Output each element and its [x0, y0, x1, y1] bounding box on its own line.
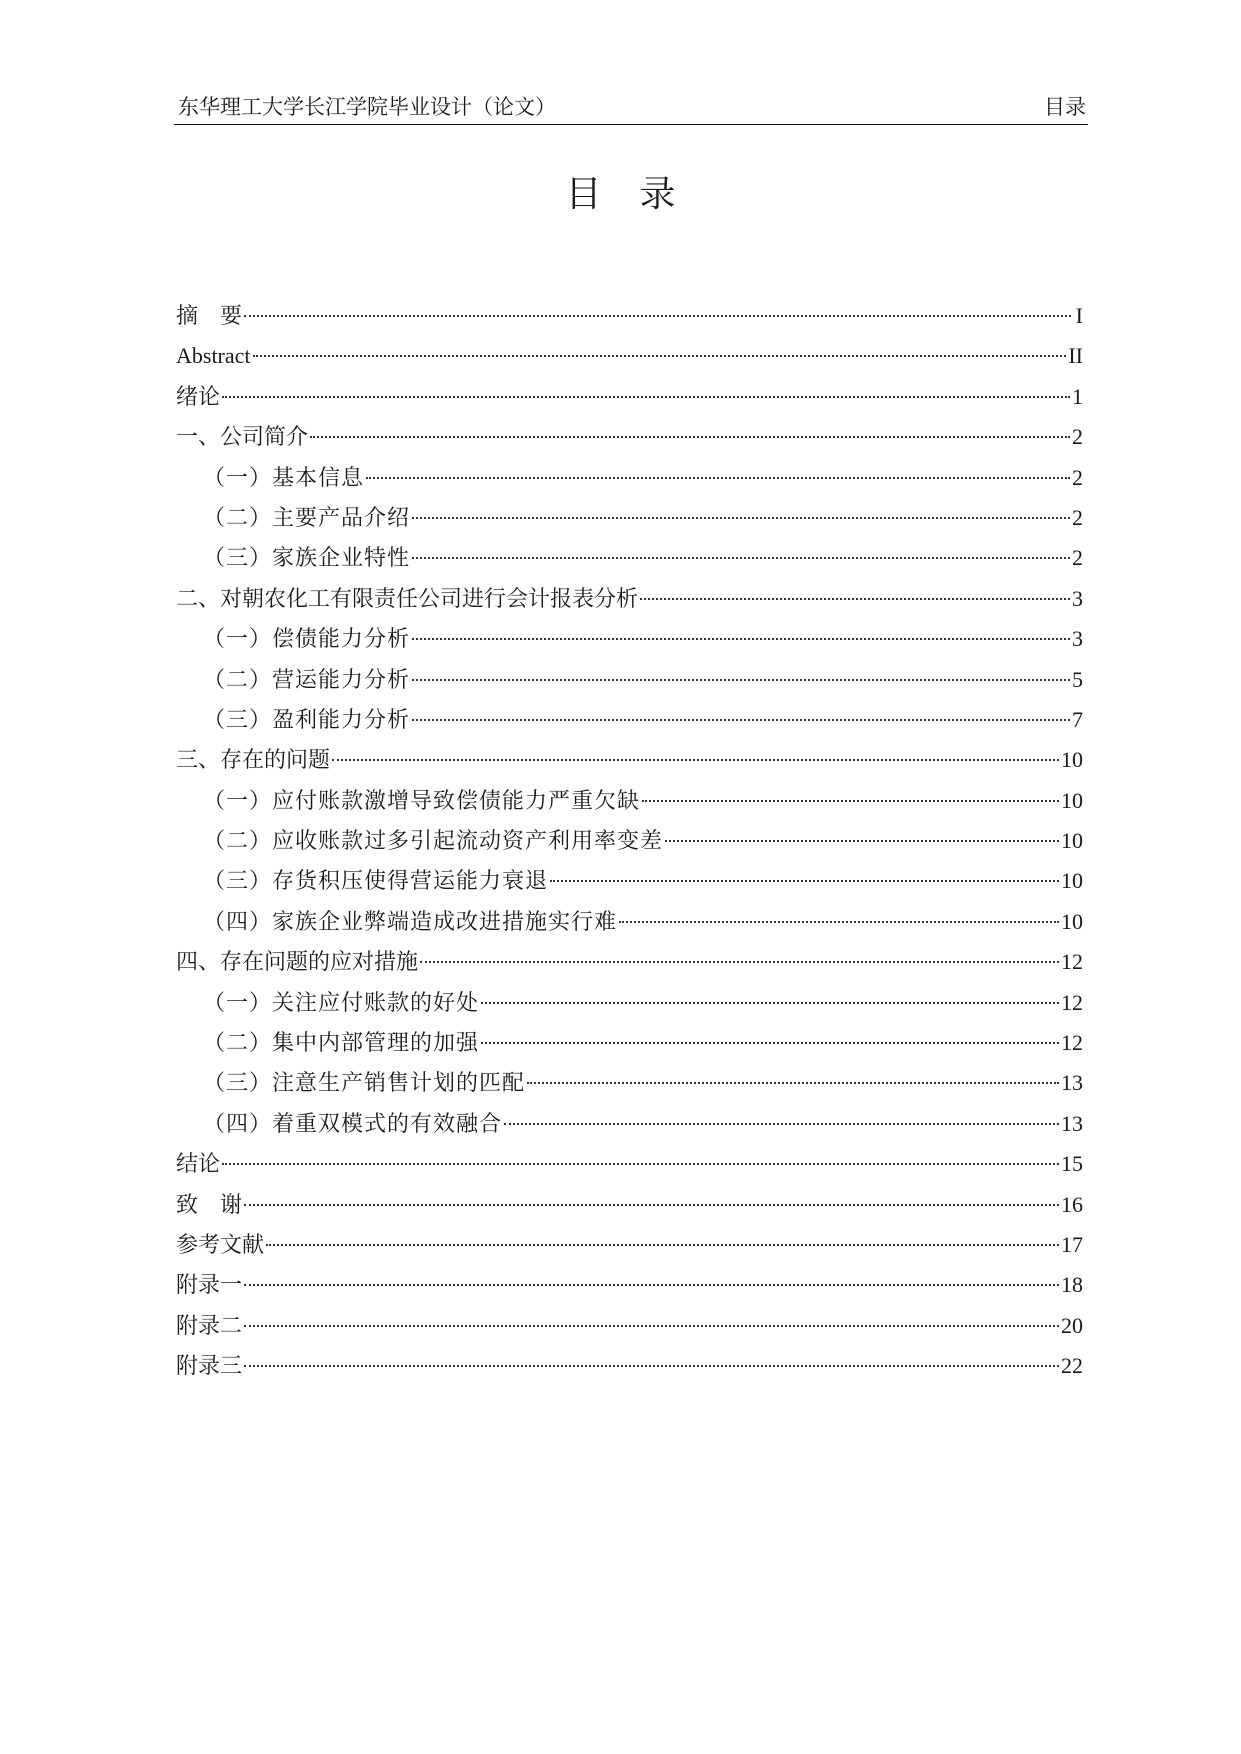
toc-dot-leader — [481, 1042, 1059, 1044]
toc-entry-label: 附录三 — [176, 1354, 243, 1380]
toc-entry[interactable] — [176, 1306, 1083, 1346]
toc-entry[interactable] — [176, 538, 1083, 578]
toc-entry[interactable] — [176, 619, 1083, 659]
page-header — [174, 92, 1088, 125]
toc-dot-leader — [244, 1204, 1059, 1206]
toc-dot-leader — [665, 840, 1059, 842]
toc-dot-leader — [412, 719, 1070, 721]
toc-dot-leader — [366, 477, 1070, 479]
toc-dot-leader — [244, 1365, 1059, 1367]
toc-entry-page-number: 5 — [1072, 666, 1083, 692]
toc-dot-leader — [619, 921, 1059, 923]
toc-entry[interactable] — [176, 1265, 1083, 1305]
toc-entry-label: 结论 — [176, 1152, 221, 1178]
toc-entry-label: 附录二 — [176, 1313, 243, 1339]
toc-entry-page-number: 10 — [1061, 908, 1083, 934]
toc-entry-page-number: 13 — [1061, 1070, 1083, 1096]
toc-entry-page-number: 1 — [1072, 383, 1083, 409]
toc-entry-label: 绪论 — [176, 384, 221, 410]
toc-dot-leader — [412, 638, 1070, 640]
toc-entry[interactable] — [176, 417, 1083, 457]
toc-entry-label: 四、存在问题的应对措施 — [176, 950, 419, 976]
toc-dot-leader — [244, 1325, 1059, 1327]
toc-entry-label: （四）家族企业弊端造成改进措施实行难 — [203, 909, 618, 935]
toc-entry[interactable] — [176, 942, 1083, 982]
toc-dot-leader — [550, 880, 1059, 882]
toc-entry[interactable] — [176, 700, 1083, 740]
toc-entry-page-number: 13 — [1061, 1110, 1083, 1136]
toc-entry[interactable] — [176, 1063, 1083, 1103]
toc-entry-page-number: 22 — [1061, 1353, 1083, 1379]
toc-entry-page-number: 16 — [1061, 1191, 1083, 1217]
toc-dot-leader — [527, 1082, 1059, 1084]
toc-entry-page-number: 10 — [1061, 868, 1083, 894]
toc-entry-page-number: 12 — [1061, 989, 1083, 1015]
toc-dot-leader — [222, 1163, 1059, 1165]
table-of-contents — [176, 296, 1083, 1387]
toc-entry[interactable] — [176, 579, 1083, 619]
toc-dot-leader — [412, 679, 1070, 681]
toc-entry[interactable] — [176, 983, 1083, 1023]
toc-entry-label: 摘 要 — [176, 304, 243, 329]
toc-entry-label: （三）注意生产销售计划的匹配 — [203, 1071, 526, 1097]
toc-entry-page-number: 12 — [1061, 1030, 1083, 1056]
toc-dot-leader — [244, 315, 1071, 317]
toc-entry[interactable] — [176, 740, 1083, 780]
toc-entry-label: （一）关注应付账款的好处 — [203, 990, 480, 1016]
toc-dot-leader — [266, 1244, 1059, 1246]
toc-entry-label: 参考文献 — [176, 1232, 265, 1258]
toc-entry-page-number: 2 — [1072, 504, 1083, 530]
toc-entry-label: （二）营运能力分析 — [203, 667, 411, 693]
toc-entry-label: 附录一 — [176, 1273, 243, 1299]
toc-entry[interactable] — [176, 1144, 1083, 1184]
toc-entry-label: （一）偿债能力分析 — [203, 627, 411, 653]
toc-entry[interactable] — [176, 1185, 1083, 1225]
toc-entry-page-number: 20 — [1061, 1312, 1083, 1338]
toc-entry[interactable] — [176, 1023, 1083, 1063]
toc-dot-leader — [310, 436, 1070, 438]
toc-entry[interactable] — [176, 336, 1083, 376]
toc-dot-leader — [420, 961, 1059, 963]
toc-entry-page-number: 2 — [1072, 545, 1083, 571]
toc-entry-page-number: 10 — [1061, 787, 1083, 813]
page-title-char: 目 — [565, 174, 602, 215]
toc-entry-page-number: 10 — [1061, 828, 1083, 854]
page-title — [0, 173, 1241, 217]
toc-entry[interactable] — [176, 781, 1083, 821]
toc-entry[interactable] — [176, 498, 1083, 538]
toc-dot-leader — [244, 1284, 1059, 1286]
toc-dot-leader — [481, 1002, 1059, 1004]
toc-entry-label: （二）集中内部管理的加强 — [203, 1031, 480, 1057]
toc-entry-page-number: I — [1075, 303, 1083, 328]
toc-dot-leader — [640, 598, 1070, 600]
toc-entry[interactable] — [176, 1225, 1083, 1265]
toc-entry-label: Abstract — [176, 343, 251, 369]
toc-entry[interactable] — [176, 377, 1083, 417]
toc-entry-label: 三、存在的问题 — [176, 748, 331, 774]
toc-entry-page-number: 12 — [1061, 949, 1083, 975]
toc-entry-label: （四）着重双模式的有效融合 — [203, 1111, 503, 1137]
toc-entry-label: （一）应付账款激增导致偿债能力严重欠缺 — [203, 788, 641, 814]
toc-entry[interactable] — [176, 1346, 1083, 1386]
toc-entry-page-number: 2 — [1072, 424, 1083, 450]
toc-entry-page-number: 3 — [1072, 626, 1083, 652]
toc-dot-leader — [253, 355, 1067, 357]
toc-entry-page-number: 15 — [1061, 1151, 1083, 1177]
toc-entry-page-number: 10 — [1061, 747, 1083, 773]
toc-entry[interactable] — [176, 296, 1083, 336]
toc-entry-label: （一）基本信息 — [203, 465, 365, 491]
toc-entry-label: （三）家族企业特性 — [203, 546, 411, 572]
toc-dot-leader — [504, 1123, 1059, 1125]
toc-entry-label: （三）存货积压使得营运能力衰退 — [203, 869, 549, 895]
toc-dot-leader — [412, 517, 1070, 519]
toc-dot-leader — [642, 800, 1059, 802]
header-section-title: 目录 — [1044, 95, 1086, 119]
toc-dot-leader — [412, 557, 1070, 559]
toc-entry-page-number: II — [1068, 343, 1083, 369]
toc-entry[interactable] — [176, 458, 1083, 498]
toc-entry[interactable] — [176, 902, 1083, 942]
page-title-char: 录 — [639, 174, 676, 215]
toc-entry-page-number: 17 — [1061, 1231, 1083, 1257]
toc-entry[interactable] — [176, 861, 1083, 901]
toc-entry-label: （二）应收账款过多引起流动资产利用率变差 — [203, 829, 664, 855]
toc-entry-label: 致 谢 — [176, 1192, 243, 1218]
toc-entry-page-number: 7 — [1072, 706, 1083, 732]
toc-entry-label: （二）主要产品介绍 — [203, 505, 411, 531]
header-school-title: 东华理工大学长江学院毕业设计（论文） — [178, 95, 556, 119]
toc-dot-leader — [222, 396, 1070, 398]
toc-entry-page-number: 18 — [1061, 1272, 1083, 1298]
toc-entry[interactable] — [176, 821, 1083, 861]
toc-entry-page-number: 3 — [1072, 585, 1083, 611]
toc-entry[interactable] — [176, 660, 1083, 700]
toc-entry[interactable] — [176, 1104, 1083, 1144]
toc-dot-leader — [332, 759, 1059, 761]
toc-entry-label: （三）盈利能力分析 — [203, 707, 411, 733]
toc-entry-page-number: 2 — [1072, 464, 1083, 490]
toc-entry-label: 一、公司简介 — [176, 425, 309, 451]
toc-entry-label: 二、对朝农化工有限责任公司进行会计报表分析 — [176, 586, 639, 612]
